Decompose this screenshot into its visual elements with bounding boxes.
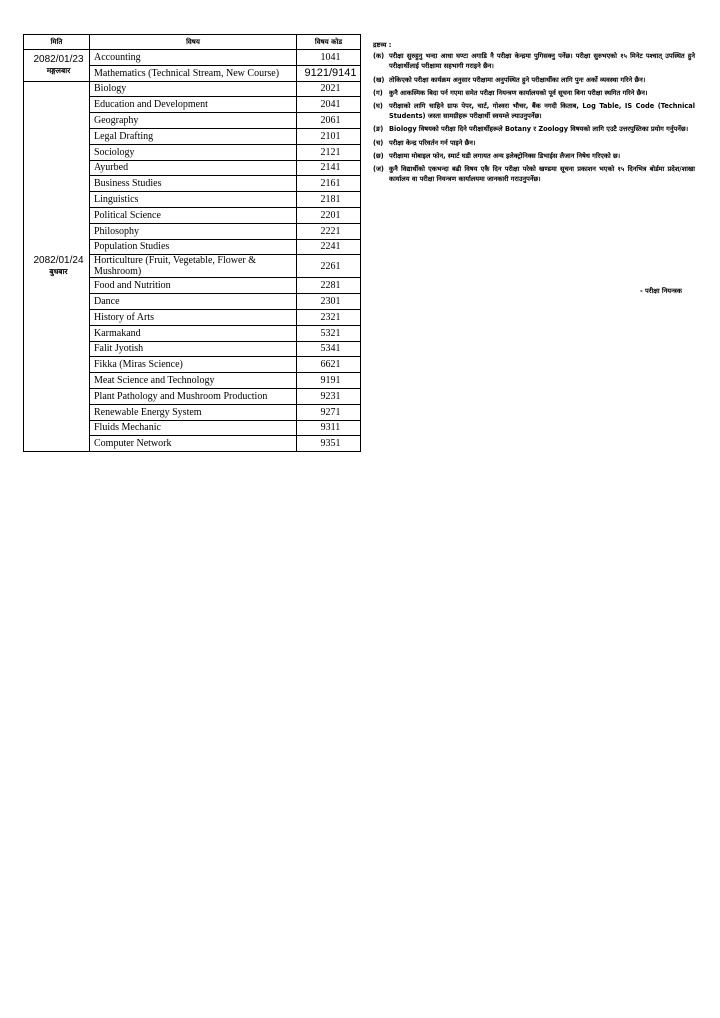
subject-code-cell: 2181: [297, 192, 361, 208]
note-key: (छ): [373, 151, 384, 160]
note-text: तोकिएको परीक्षा कार्यक्रम अनुसार परीक्षामा अनुपस्थित हुने परीक्षार्थीका लागि पुनः अर्को व्यवस्था गरिने छैन।: [389, 75, 646, 84]
subject-code-cell: 9231: [297, 388, 361, 404]
note-text: कुनै आकस्मिक बिदा पर्न गएमा समेत परीक्षा नियन्त्रण कार्यालयको पूर्व सूचना बिना परीक्षा स्थगित गरिने छैन।: [389, 88, 648, 97]
subject-cell: History of Arts: [90, 309, 297, 325]
subject-cell: Karmakand: [90, 325, 297, 341]
note-text: Biology विषयको परीक्षा दिने परीक्षार्थीहरूले Botany र Zoology विषयको लागि एउटै उत्तरपुस्तिका प्रयोग गर्नुपर्नेछ।: [389, 125, 689, 134]
exam-day: मङ्गलबार: [46, 66, 71, 76]
subject-cell: Meat Science and Technology: [90, 373, 297, 389]
subject-code-cell: 5341: [297, 341, 361, 357]
subject-cell: Geography: [90, 113, 297, 129]
subject-cell: Fikka (Miras Science): [90, 357, 297, 373]
header-subject: विषय: [90, 35, 297, 50]
subject-code-cell: 5321: [297, 325, 361, 341]
note-key: (ग): [373, 88, 383, 97]
subject-cell: Philosophy: [90, 223, 297, 239]
subject-code-cell: 1041: [297, 50, 361, 66]
subject-code-cell: 9121/9141: [297, 65, 361, 81]
exam-date: 2082/01/24: [33, 255, 84, 267]
exam-schedule-table: [23, 34, 361, 452]
subject-cell: Linguistics: [90, 192, 297, 208]
note-key: (घ): [373, 102, 383, 111]
subject-code-cell: 9311: [297, 420, 361, 436]
note-key: (ङ): [373, 125, 384, 134]
subject-cell: Plant Pathology and Mushroom Production: [90, 388, 297, 404]
header-subject-code: विषय कोड: [297, 35, 361, 50]
subject-cell: Political Science: [90, 207, 297, 223]
note-item: [373, 151, 695, 161]
note-item: [373, 124, 695, 134]
note-key: (ख): [373, 75, 385, 84]
subject-code-cell: 2041: [297, 97, 361, 113]
note-text: परीक्षा सुरुहुनु भन्दा आधा घण्टा अगाडि नै परीक्षा केन्द्रमा पुगिसक्नु पर्नेछ। परीक्षा सुरुभएको १५ मिनेट पश्चात् उपस्थित हुने परीक्षार्थीलाई परीक्षामा सहभागी गराइने छैन।: [389, 52, 695, 71]
subject-code-cell: 2281: [297, 278, 361, 294]
exam-date: 2082/01/23: [33, 54, 84, 66]
subject-cell: Population Studies: [90, 239, 297, 255]
subject-cell: Computer Network: [90, 436, 297, 452]
subject-code-cell: 2061: [297, 113, 361, 129]
table-row: [24, 81, 361, 97]
notes-list: [373, 51, 695, 184]
subject-cell: Business Studies: [90, 176, 297, 192]
subject-code-cell: 9191: [297, 373, 361, 389]
subject-code-cell: 2221: [297, 223, 361, 239]
subject-cell: Fluids Mechanic: [90, 420, 297, 436]
subject-code-cell: 2301: [297, 294, 361, 310]
subject-code-cell: 2021: [297, 81, 361, 97]
subject-code-cell: 2121: [297, 144, 361, 160]
subject-cell: Biology: [90, 81, 297, 97]
note-key: (ज): [373, 165, 384, 174]
subject-cell: Education and Development: [90, 97, 297, 113]
notes-section: [373, 40, 695, 187]
subject-cell: Legal Drafting: [90, 128, 297, 144]
subject-cell: Food and Nutrition: [90, 278, 297, 294]
note-item: [373, 164, 695, 184]
note-item: [373, 75, 695, 85]
subject-code-cell: 2241: [297, 239, 361, 255]
subject-code-cell: 2261: [297, 255, 361, 278]
table-header-row: [24, 35, 361, 50]
note-text: परीक्षाको लागि चाहिने ग्राफ पेपर, चार्ट, गोश्वरा भौचर, बैंक नगदी किताब, Log Table, IS Code (Technical Students) जस्ता सामग्रीहरू परीक्षार्थी स्वयम्ले ल्याउनुपर्नेछ।: [389, 102, 695, 121]
table-body: [24, 50, 361, 452]
subject-code-cell: 2101: [297, 128, 361, 144]
subject-cell: Accounting: [90, 50, 297, 66]
date-cell: [24, 81, 90, 452]
exam-day: बुधबार: [49, 267, 68, 277]
subject-cell: Falit Jyotish: [90, 341, 297, 357]
subject-cell: Dance: [90, 294, 297, 310]
note-item: [373, 138, 695, 148]
note-key: (च): [373, 138, 384, 147]
subject-cell: Ayurbed: [90, 160, 297, 176]
subject-code-cell: 9271: [297, 404, 361, 420]
subject-cell: Horticulture (Fruit, Vegetable, Flower & Mushroom): [90, 255, 297, 278]
subject-cell: Mathematics (Technical Stream, New Course): [90, 65, 297, 81]
subject-code-cell: 2141: [297, 160, 361, 176]
subject-code-cell: 2321: [297, 309, 361, 325]
table-row: [24, 50, 361, 66]
date-cell: [24, 50, 90, 82]
subject-code-cell: 9351: [297, 436, 361, 452]
note-item: [373, 51, 695, 71]
subject-cell: Sociology: [90, 144, 297, 160]
note-item: [373, 101, 695, 121]
subject-cell: Renewable Energy System: [90, 404, 297, 420]
subject-code-cell: 2161: [297, 176, 361, 192]
note-text: कुनै विद्यार्थीको एकभन्दा बढी विषय एकै दिन परीक्षा परेको खण्डमा सूचना प्रकाशन भएको १५ दिनभित्र बोर्डमा प्रदेश/शाखा कार्यालय वा परीक्षा नियन्त्रण कार्यालयमा जानकारी गराउनुपर्नेछ।: [389, 165, 695, 184]
note-text: परीक्षामा मोबाइल फोन, स्मार्ट घडी लगायत अन्य इलेक्ट्रोनिक्स डिभाईस लैजान निषेध गरिएको छ।: [389, 151, 621, 160]
header-date: मिति: [24, 35, 90, 50]
subject-code-cell: 6621: [297, 357, 361, 373]
note-key: (क): [373, 52, 385, 61]
subject-code-cell: 2201: [297, 207, 361, 223]
note-text: परीक्षा केन्द्र परिवर्तन गर्न पाइने छैन।: [389, 138, 476, 147]
note-item: [373, 88, 695, 98]
signature: - परीक्षा नियन्त्रक: [640, 287, 682, 295]
notes-heading: द्रष्टव्य :: [373, 41, 392, 49]
